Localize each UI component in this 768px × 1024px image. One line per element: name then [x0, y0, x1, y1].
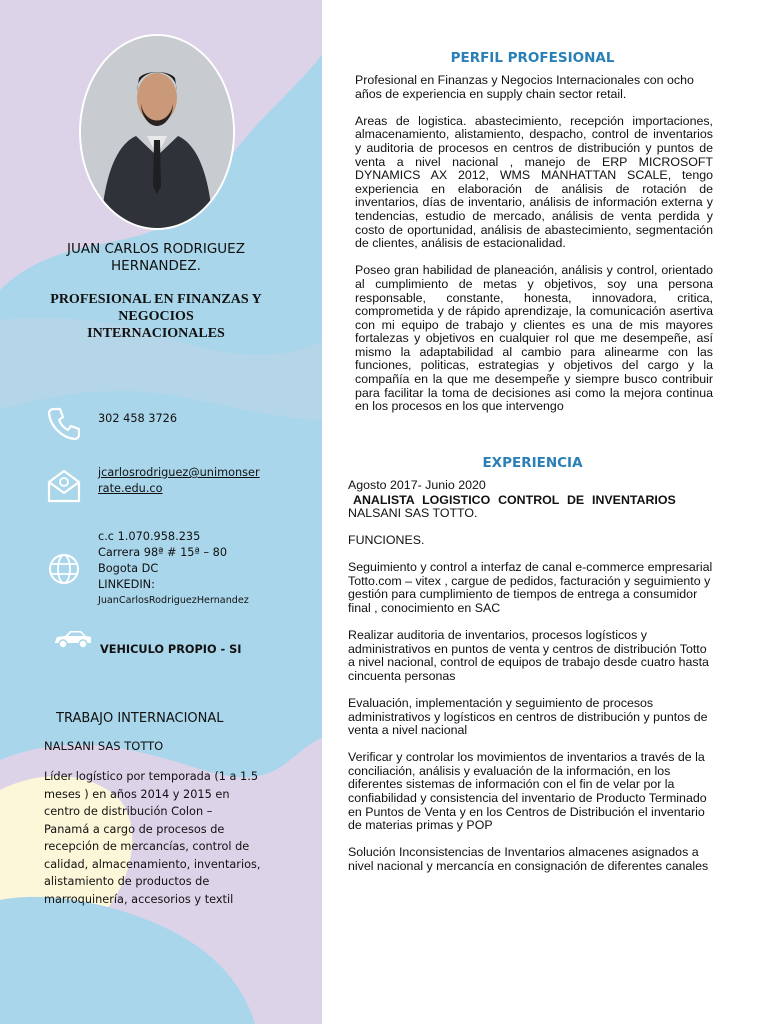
intl-line: recepción de mercancías, control de — [44, 840, 250, 853]
experience-section — [348, 479, 714, 887]
company-name: NALSANI SAS TOTTO. — [348, 505, 478, 520]
phone-number[interactable]: 302 458 3726 — [98, 412, 178, 425]
function-item: Realizar auditoria de inventarios, procesos logísticos y administrativos en puntos de venta y centros de distribución Totto a nivel nacional, control de equipos de trabajo desde cuatro hasta cincuenta personas — [348, 627, 709, 683]
job-title: ANALISTA LOGISTICO CONTROL DE INVENTARIOS — [353, 492, 676, 507]
title-line-3: INTERNACIONALES — [87, 326, 225, 341]
name-line-1: JUAN CARLOS RODRIGUEZ — [67, 241, 245, 257]
intl-line: calidad, almacenamiento, inventarios, — [44, 857, 261, 871]
intl-line: Panamá a cargo de procesos de — [44, 822, 225, 836]
personal-details — [98, 529, 249, 609]
title-line-2: NEGOCIOS — [118, 309, 194, 324]
candidate-name — [20, 241, 292, 275]
address: Carrera 98ª # 15ª – 80 — [98, 546, 228, 559]
linkedin-handle[interactable]: JuanCarlosRodriguezHernandez — [98, 595, 249, 606]
phone-icon — [46, 406, 82, 447]
sidebar — [0, 0, 322, 1024]
functions-label: FUNCIONES. — [348, 532, 425, 547]
profile-paragraph-3: Poseo gran habilidad de planeación, análisis y control, orientado al cumplimiento de metas y objetivos, soy una persona responsable, constante, honesta, innovadora, critica, comprometida y de rápido aprendizaje, la comunicación asertiva con mi equipo de trabajo y clientes es una de mis mayores fortalezas y objetivos en cualquier rol que me desempeñe, así mismo la adaptabilidad al cambio para alinearme con las funciones, politicas, estrategias y objetivos del cargo y la compañía en la que me desempeñe y siempre busco contribuir para facilitar la toma de decisiones asi como la mejora continua en los procesos en los que intervengo — [355, 263, 713, 414]
functions-list — [348, 561, 714, 874]
intl-line: marroquinería, accesorios y textil — [44, 892, 234, 906]
profile-paragraph-2: Areas de logistica. abastecimiento, recepción importaciones, almacenamiento, alistamiento, despacho, control de inventarios y auditoria de procesos en centros de distribución y puntos de venta a nivel nacional , manejo de ERP MICROSOFT DYNAMICS AX 2012, WMS MANHATTAN SCALE, tengo experiencia en elaboración de análisis de rotación de inventarios, días de inventario, análisis de información externa y tendencias, estudio de mercado, análisis de venta perdida y costo de oportunidad, análisis de abastecimiento, segmentación de clientes, análisis de estacionalidad. — [355, 113, 713, 251]
intl-line: Líder logístico por temporada (1 a 1.5 — [44, 770, 259, 783]
intl-company: NALSANI SAS TOTTO — [44, 739, 164, 753]
experience-heading: EXPERIENCIA — [482, 455, 583, 471]
profile-photo — [79, 34, 235, 230]
intl-heading: TRABAJO INTERNACIONAL — [56, 711, 224, 726]
car-icon — [53, 628, 93, 655]
vehicle-status: VEHICULO PROPIO - SI — [100, 643, 242, 656]
intl-line: alistamiento de productos de — [44, 875, 210, 888]
profile-section — [355, 74, 713, 414]
intl-line: meses ) en años 2014 y 2015 en — [44, 787, 230, 801]
intl-line: centro de distribución Colon – — [44, 805, 213, 818]
function-item: Verificar y controlar los movimientos de inventarios a través de la conciliación, análisis y evaluación de la información, en los diferentes sistemas de información con el fin de velar por la confiabilidad y consistencia del inventario de Producto Terminado en Puntos de Venta y en los Centros de Distribución el inventario de materias primas y POP — [348, 750, 707, 833]
email-line-1[interactable]: jcarlosrodriguez@unimonser — [98, 466, 260, 479]
profile-heading: PERFIL PROFESIONAL — [450, 50, 615, 66]
email-icon — [46, 468, 82, 509]
email-line-2[interactable]: rate.edu.co — [98, 482, 163, 495]
id-number: c.c 1.070.958.235 — [98, 530, 201, 543]
intl-description — [44, 768, 314, 908]
function-item: Evaluación, implementación y seguimiento de procesos administrativos y logísticos en centros de distribución y puntos de venta a nivel nacional — [348, 695, 708, 738]
email-link[interactable] — [98, 465, 260, 497]
name-line-2: HERNANDEZ. — [111, 258, 201, 274]
job-period: Agosto 2017- Junio 2020 — [348, 478, 486, 492]
city: Bogota DC — [98, 562, 159, 575]
linkedin-label: LINKEDIN: — [98, 578, 155, 591]
function-item: Seguimiento y control a interfaz de canal e-commerce empresarial Totto.com – vitex , cargue de pedidos, facturación y seguimiento y gestión para cumplimiento de tiempos de entrega a consumidor final , conocimiento en SAC — [348, 559, 713, 615]
person-silhouette-icon — [81, 36, 233, 228]
title-line-1: PROFESIONAL EN FINANZAS Y — [50, 292, 262, 307]
globe-icon — [47, 552, 81, 591]
candidate-title — [20, 291, 292, 342]
profile-paragraph-1: Profesional en Finanzas y Negocios Internacionales con ocho años de experiencia en supply chain sector retail. — [355, 73, 694, 101]
function-item: Solución Inconsistencias de Inventarios almacenes asignados a nivel nacional y mercancía en consignación de diferentes canales — [348, 845, 709, 874]
